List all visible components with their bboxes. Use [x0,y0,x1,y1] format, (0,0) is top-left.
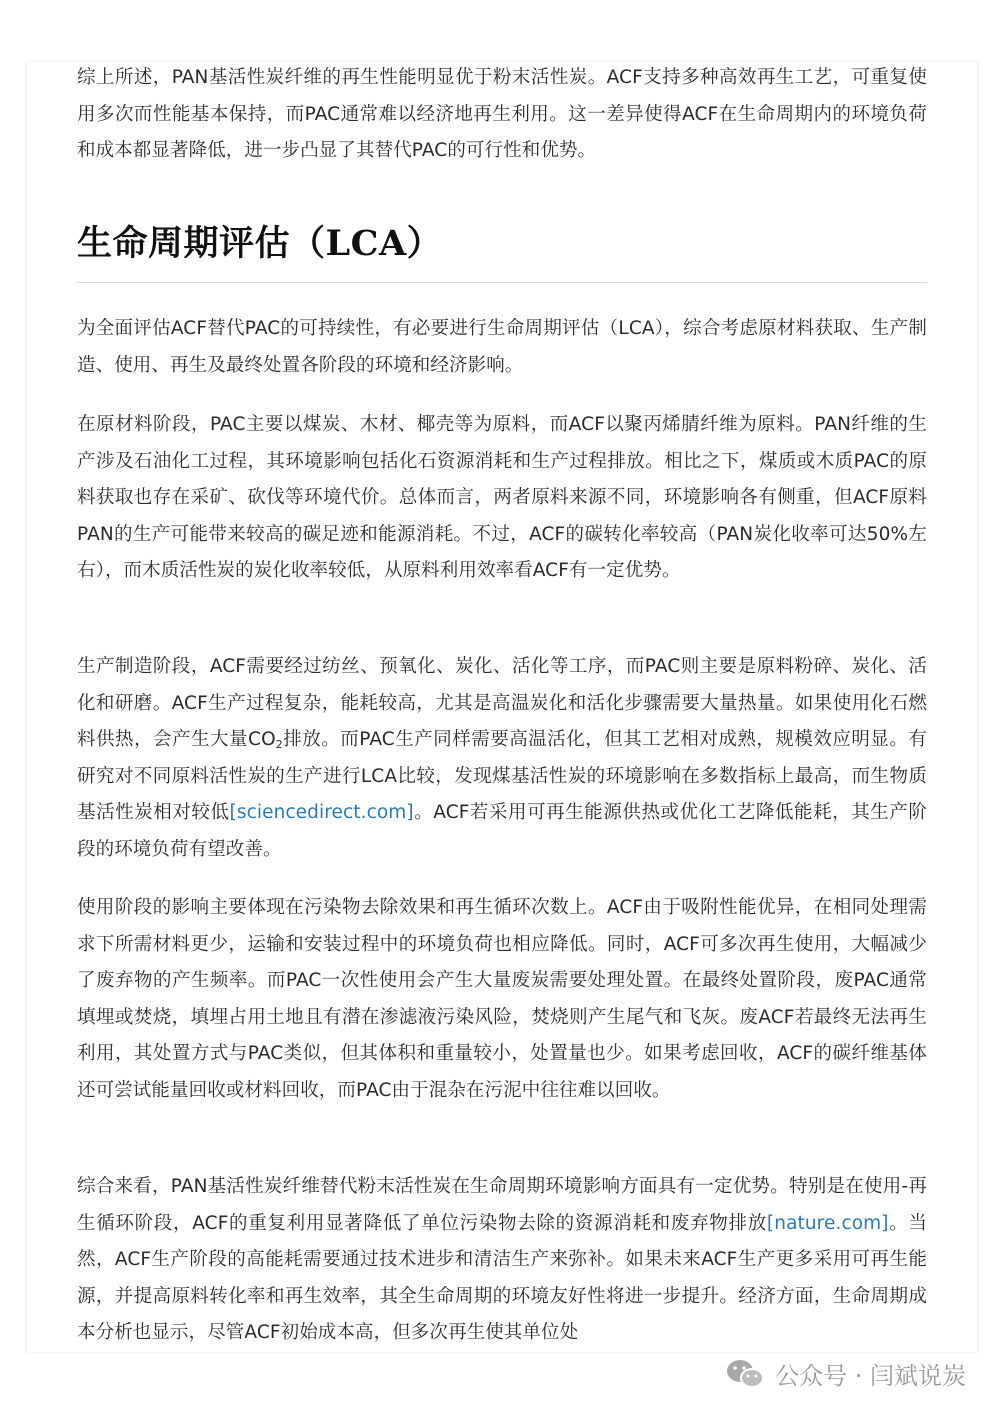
paragraph-production [77,649,927,869]
section-heading [77,222,442,266]
paragraph-summary [77,1169,927,1352]
section-heading-main: 生命周期评估（ [77,224,326,264]
section-heading-close: ） [406,224,443,264]
production-text-a: 生产制造阶段，ACF需要经过纺丝、预氧化、炭化、活化等工序，而PAC则主要是原料粉碎、炭化、活化和研磨。ACF生产过程复杂，能耗较高，尤其是高温炭化和活化步骤需要大量热量。如果使用化石燃料供热，会产生大量CO [77,656,927,751]
watermark-text: 公众号 · 闫斌说炭 [775,1362,966,1390]
section-heading-abbr: LCA [325,223,407,264]
paragraph-overview: 为全面评估ACF替代PAC的可持续性，有必要进行生命周期评估（LCA），综合考虑原材料获取、生产制造、使用、再生及最终处置各阶段的环境和经济影响。 [77,318,927,376]
heading-divider [77,282,927,283]
watermark [725,1356,966,1391]
nature-link[interactable]: [nature.com] [766,1212,889,1234]
co2-subscript: 2 [275,738,283,752]
paragraph-use-disposal: 使用阶段的影响主要体现在污染物去除效果和再生循环次数上。ACF由于吸附性能优异，在相同处理需求下所需材料更少，运输和安装过程中的环境负荷也相应降低。同时，ACF可多次再生使用，大幅减少了废弃物的产生频率。而PAC一次性使用会产生大量废炭需要处理处置。在最终处置阶段，废PAC通常填埋或焚烧，填埋占用土地且有潜在渗滤液污染风险，焚烧则产生尾气和飞灰。废ACF若最终无法再生利用，其处置方式与PAC类似，但其体积和重量较小，处置量也少。如果考虑回收，ACF的碳纤维基体还可尝试能量回收或材料回收，而PAC由于混杂在污泥中往往难以回收。 [77,897,927,1101]
production-text-c: 。ACF若采用可再生能源供热或优化工艺降低能耗，其生产阶段的环境负荷有望改善。 [77,802,927,860]
document-page [26,62,978,1352]
paragraph-raw-materials: 在原材料阶段，PAC主要以煤炭、木材、椰壳等为原料，而ACF以聚丙烯腈纤维为原料。PAN纤维的生产涉及石油化工过程，其环境影响包括化石资源消耗和生产过程排放。相比之下，煤质或木质PAC的原料获取也存在采矿、砍伐等环境代价。总体而言，两者原料来源不同，环境影响各有侧重，但ACF原料PAN的生产可能带来较高的碳足迹和能源消耗。不过，ACF的碳转化率较高（PAN炭化收率可达50%左右），而木质活性炭的炭化收率较低，从原料利用效率看ACF有一定优势。 [77,414,927,582]
summary-text-a: 综合来看，PAN基活性炭纤维替代粉末活性炭在生命周期环境影响方面具有一定优势。特别是在使用-再生循环阶段，ACF的重复利用显著降低了单位污染物去除的资源消耗和废弃物排放 [77,1176,927,1234]
production-text-b: 排放。而PAC生产同样需要高温活化，但其工艺相对成熟，规模效应明显。有研究对不同原料活性炭的生产进行LCA比较，发现煤基活性炭的环境影响在多数指标上最高，而生物质基活性炭相对较低 [77,729,927,824]
intro-paragraph: 综上所述，PAN基活性炭纤维的再生性能明显优于粉末活性炭。ACF支持多种高效再生工艺，可重复使用多次而性能基本保持，而PAC通常难以经济地再生利用。这一差异使得ACF在生命周期内的环境负荷和成本都显著降低，进一步凸显了其替代PAC的可行性和优势。 [77,67,927,162]
sciencedirect-link[interactable]: [sciencedirect.com] [229,802,414,824]
summary-text-b: 。当然，ACF生产阶段的高能耗需要通过技术进步和清洁生产来弥补。如果未来ACF生产更多采用可再生能源，并提高原料转化率和再生效率，其全生命周期的环境友好性将进一步提升。经济方面，生命周期成本分析也显示，尽管ACF初始成本高，但多次再生使其单位处 [77,1212,927,1344]
wechat-icon [725,1358,765,1390]
